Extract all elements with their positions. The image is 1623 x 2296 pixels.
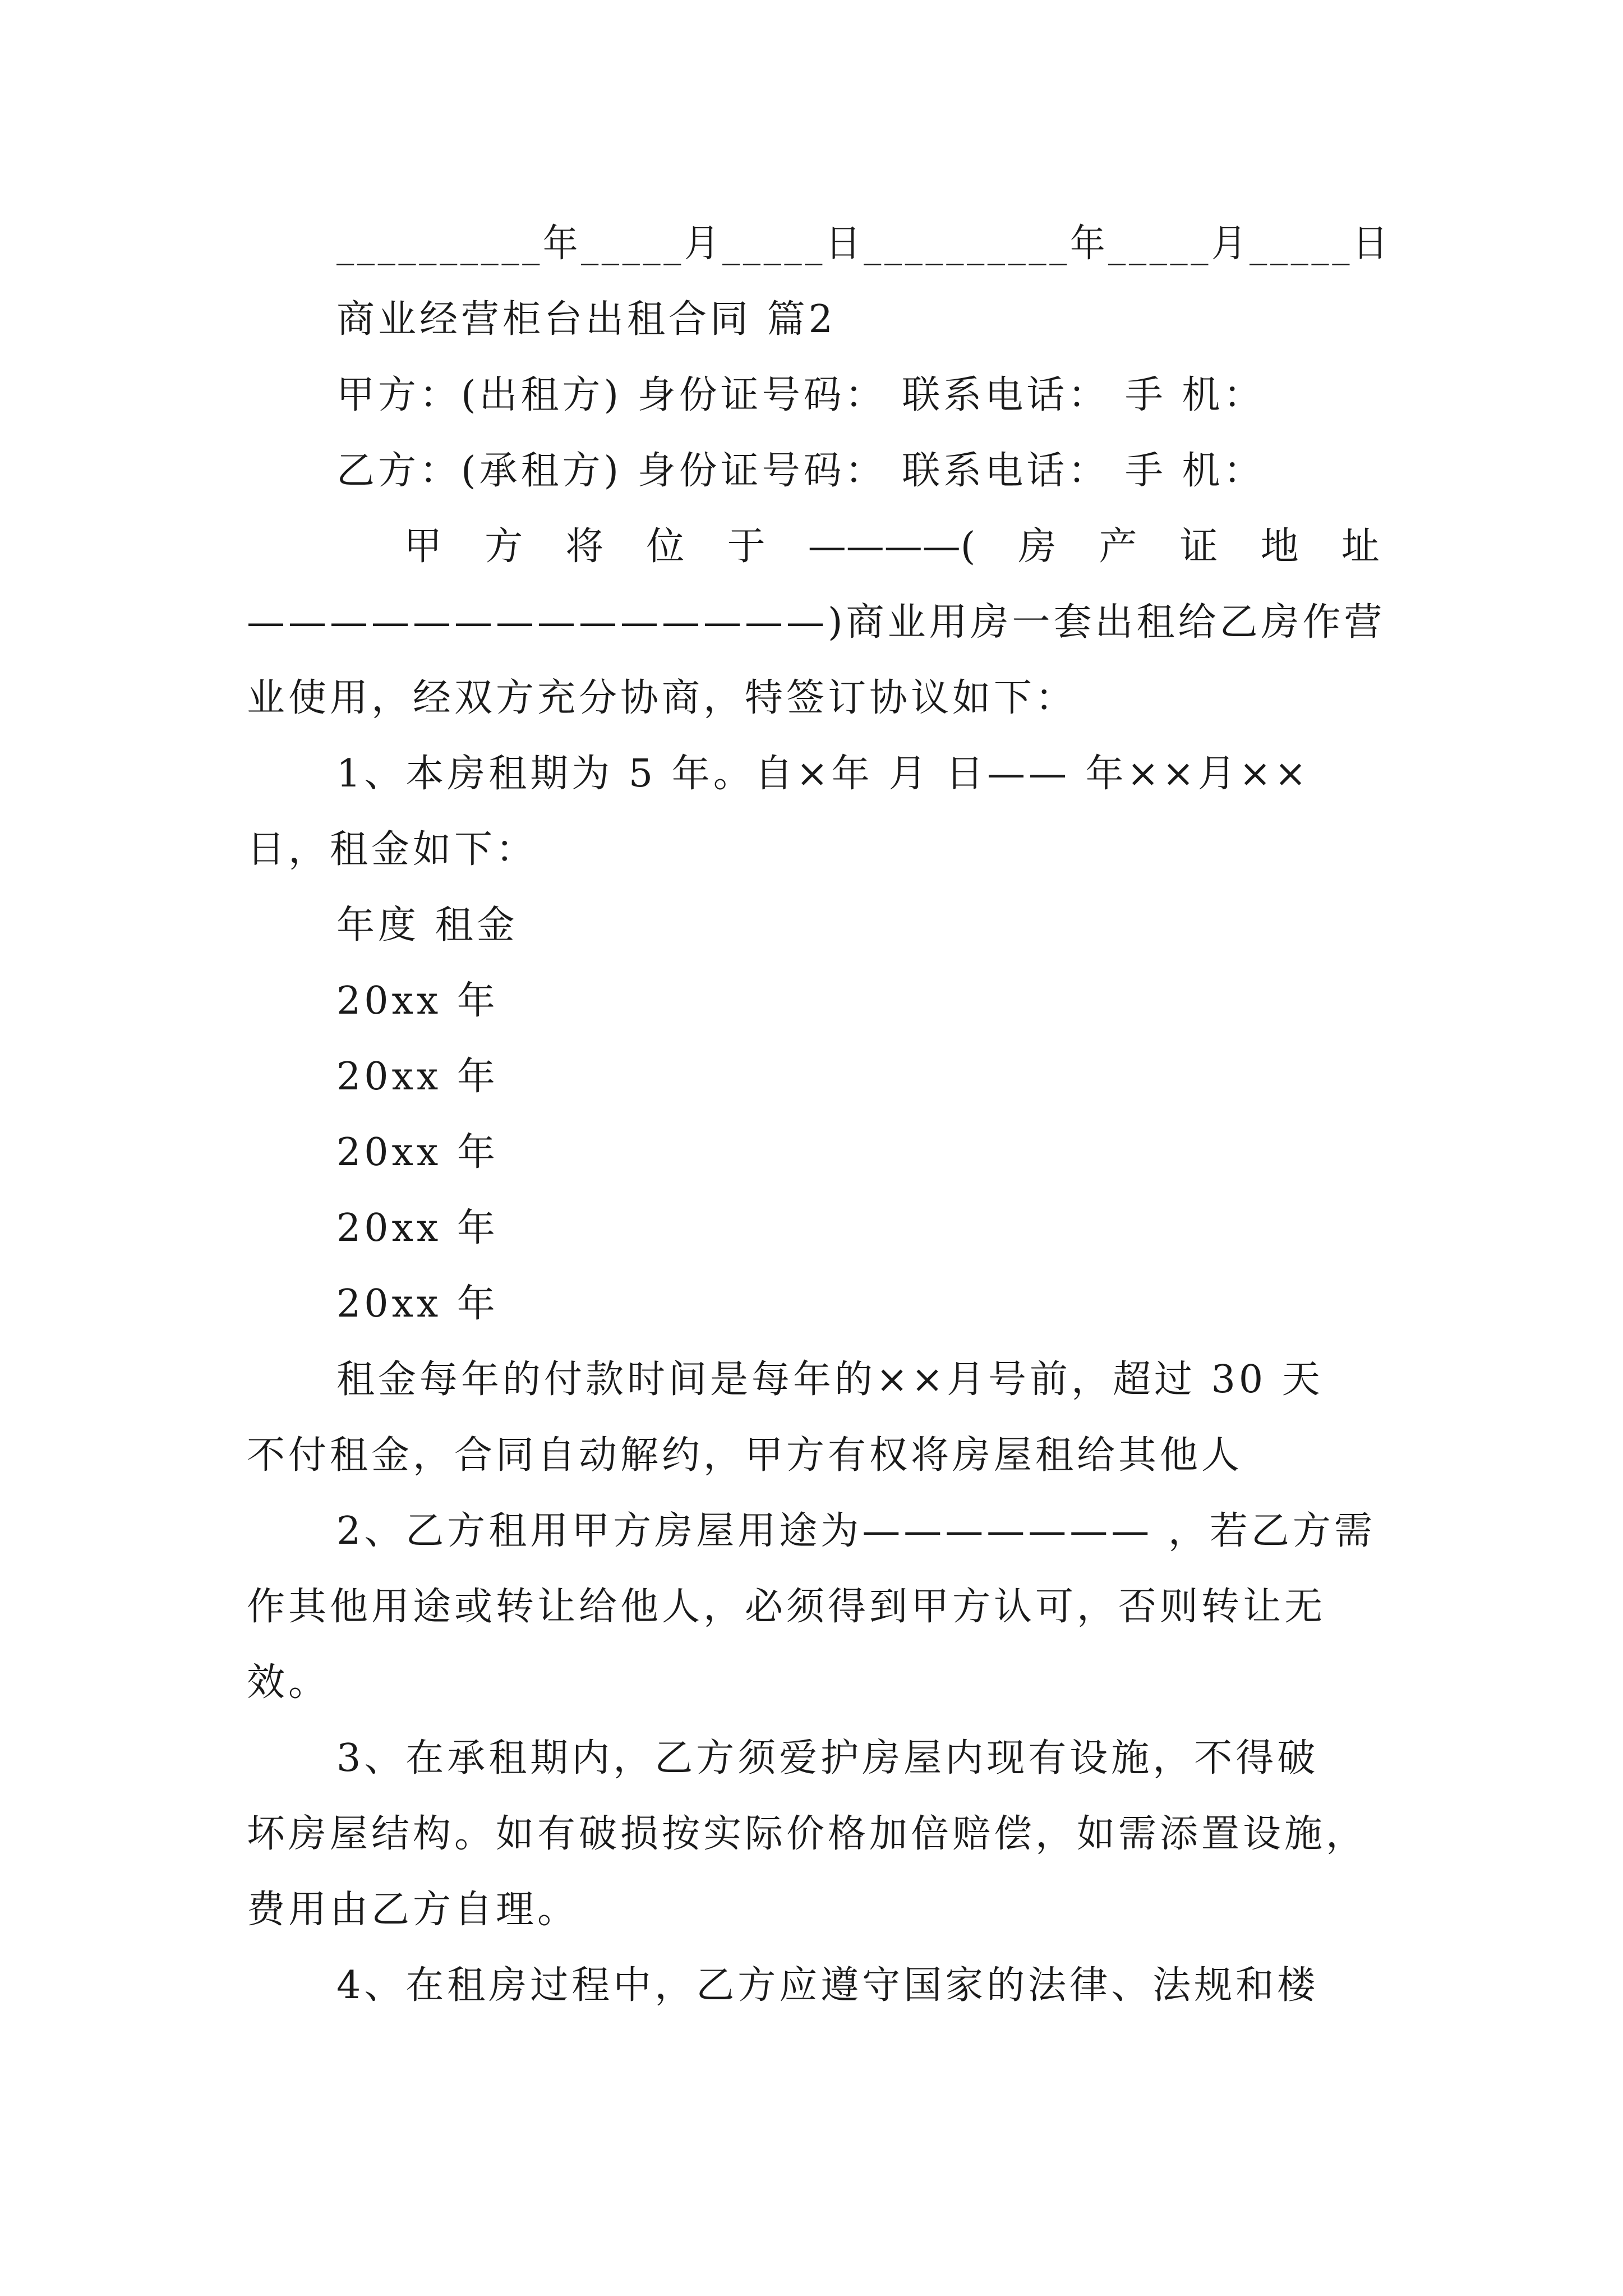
- intro-line-1-char: 证: [1179, 524, 1218, 569]
- clause-3-line-2: 坏房屋结构。如有破损按实际价格加倍赔偿，如需添置设施，: [247, 1812, 1368, 1856]
- intro-line-2: ——————————————)商业用房一套出租给乙房作营: [247, 600, 1386, 645]
- rent-row-1: 20xx 年: [336, 979, 499, 1023]
- intro-line-1-char: 将: [565, 524, 604, 569]
- intro-line-1-char: 地: [1260, 524, 1299, 569]
- intro-line-3: 业使用，经双方充分协商，特签订协议如下：: [247, 676, 1077, 720]
- payment-line-2: 不付租金，合同自动解约，甲方有权将房屋租给其他人: [247, 1433, 1243, 1478]
- clause-2-line-1: 2、乙方租用甲方房屋用途为——————— ，若乙方需: [336, 1509, 1376, 1553]
- party-a-line: 甲方：(出租方) 身份证号码： 联系电话： 手 机：: [336, 373, 1265, 417]
- clause-3-line-3: 费用由乙方自理。: [247, 1888, 579, 1932]
- clause-1-line-1: 1、本房租期为 5 年。自×年 月 日—— 年××月××: [336, 752, 1310, 796]
- rent-row-5: 20xx 年: [336, 1282, 499, 1326]
- intro-line-1-char: 位: [646, 524, 685, 569]
- contract-title: 商业经营柜台出租合同 篇2: [336, 297, 836, 342]
- party-b-line: 乙方：(承租方) 身份证号码： 联系电话： 手 机：: [336, 449, 1265, 493]
- clause-3-line-1: 3、在承租期内，乙方须爱护房屋内现有设施，不得破: [336, 1736, 1319, 1780]
- signature-date-line: __________年_____月_____日__________年_____月_____日: [336, 222, 1391, 266]
- clause-2-line-3: 效。: [247, 1660, 330, 1705]
- rent-row-3: 20xx 年: [336, 1130, 499, 1175]
- clause-1-line-2: 日，租金如下：: [247, 827, 538, 872]
- rent-row-4: 20xx 年: [336, 1206, 499, 1250]
- rent-row-2: 20xx 年: [336, 1055, 499, 1099]
- intro-line-1-char: 房: [1018, 524, 1057, 569]
- intro-line-1: [404, 522, 1380, 572]
- intro-line-1-char: 址: [1341, 524, 1380, 569]
- intro-line-1-char: ————(: [808, 524, 976, 569]
- rent-table-header: 年度 租金: [336, 903, 518, 947]
- intro-line-1-char: 方: [485, 524, 523, 569]
- clause-4-line-1: 4、在租房过程中，乙方应遵守国家的法律、法规和楼: [336, 1963, 1319, 2008]
- intro-line-1-char: 于: [727, 524, 766, 569]
- clause-2-line-2: 作其他用途或转让给他人，必须得到甲方认可，否则转让无: [247, 1585, 1326, 1629]
- payment-line-1: 租金每年的付款时间是每年的××月号前，超过 30 天: [336, 1358, 1324, 1402]
- intro-line-1-char: 产: [1099, 524, 1137, 569]
- intro-line-1-char: 甲: [404, 524, 442, 569]
